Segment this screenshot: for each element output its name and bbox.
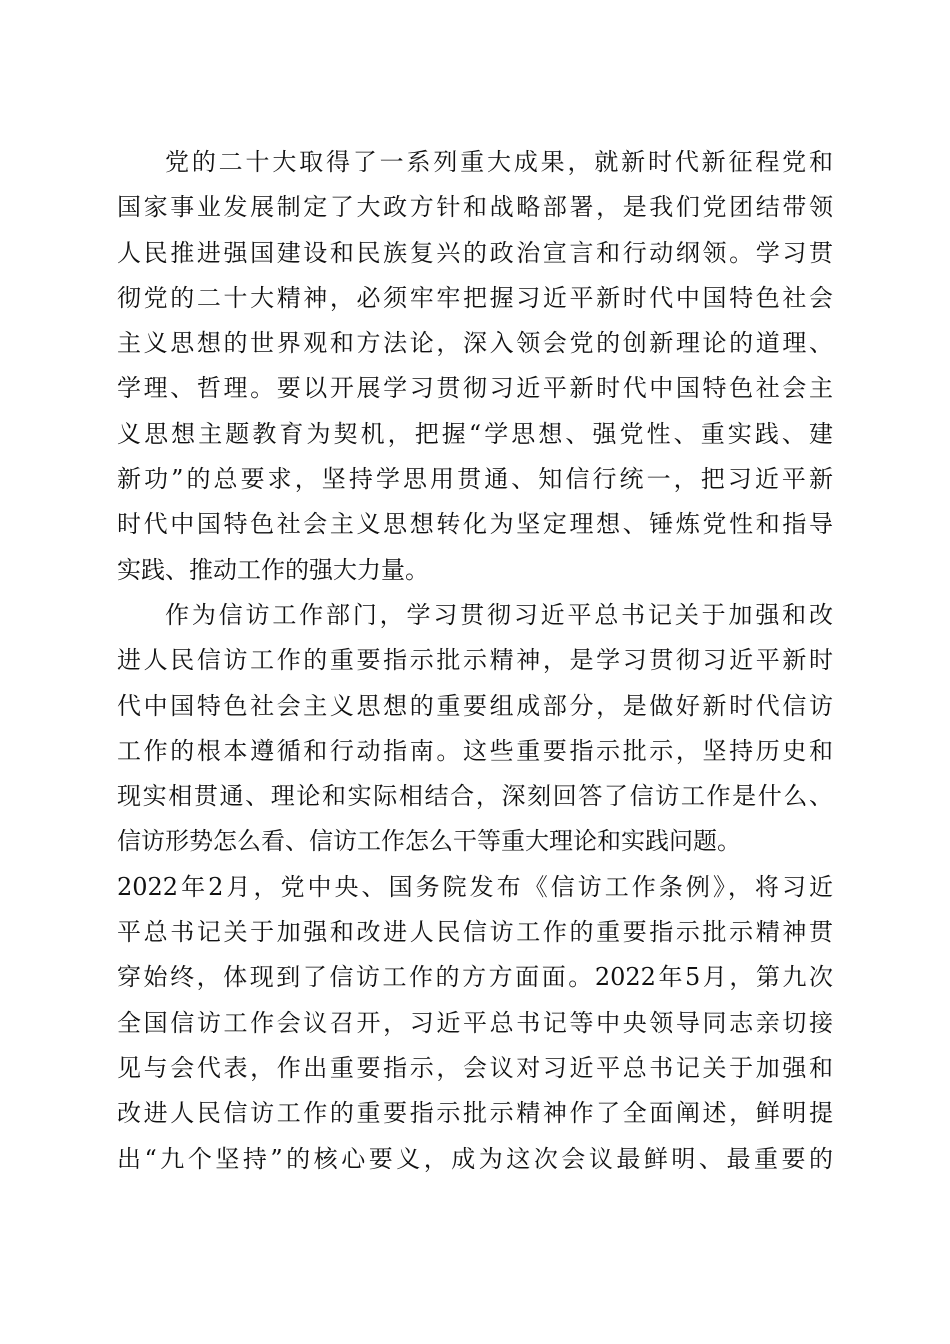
text-line: 见与会代表，作出重要指示，会议对习近平总书记关于加强和 [117, 1053, 833, 1082]
text-line: 时代中国特色社会主义思想转化为坚定理想、锤炼党性和指导 [117, 510, 833, 539]
text-line: 现实相贯通、理论和实际相结合，深刻回答了信访工作是什么、 [117, 782, 833, 811]
text-line: 平总书记关于加强和改进人民信访工作的重要指示批示精神贯 [117, 918, 833, 947]
text-line: 全国信访工作会议召开，习近平总书记等中央领导同志亲切接 [117, 1008, 833, 1037]
text-line: 彻党的二十大精神，必须牢牢把握习近平新时代中国特色社会 [117, 283, 833, 312]
text-line: 党的二十大取得了一系列重大成果，就新时代新征程党和 [165, 148, 833, 176]
text-line: 义思想主题教育为契机，把握“学思想、强党性、重实践、建 [117, 419, 833, 448]
text-line: 人民推进强国建设和民族复兴的政治宣言和行动纲领。学习贯 [117, 238, 833, 267]
text-line: 代中国特色社会主义思想的重要组成部分，是做好新时代信访 [117, 691, 833, 720]
text-line: 主义思想的世界观和方法论，深入领会党的创新理论的道理、 [117, 329, 833, 358]
text-line: 改进人民信访工作的重要指示批示精神作了全面阐述，鲜明提 [117, 1099, 833, 1128]
text-line: 出“九个坚持”的核心要义，成为这次会议最鲜明、最重要的 [117, 1144, 833, 1173]
text-line: 穿始终，体现到了信访工作的方方面面。2022年5月，第九次 [117, 963, 833, 992]
text-line: 新功”的总要求，坚持学思用贯通、知信行统一，把习近平新 [117, 465, 833, 494]
text-line: 实践、推动工作的强大力量。 [117, 555, 429, 584]
document-page [117, 140, 833, 1182]
text-line: 工作的根本遵循和行动指南。这些重要指示批示，坚持历史和 [117, 736, 833, 765]
paragraph-2 [117, 593, 833, 1182]
text-line: 进人民信访工作的重要指示批示精神，是学习贯彻习近平新时 [117, 646, 833, 675]
text-line: 国家事业发展制定了大政方针和战略部署，是我们党团结带领 [117, 193, 833, 222]
paragraph-1 [117, 140, 833, 593]
text-line: 信访形势怎么看、信访工作怎么干等重大理论和实践问题。 [117, 827, 741, 856]
text-line: 2022年2月，党中央、国务院发布《信访工作条例》，将习近 [117, 872, 833, 901]
text-line: 学理、哲理。要以开展学习贯彻习近平新时代中国特色社会主 [117, 374, 833, 403]
text-line: 作为信访工作部门，学习贯彻习近平总书记关于加强和改 [165, 600, 833, 629]
